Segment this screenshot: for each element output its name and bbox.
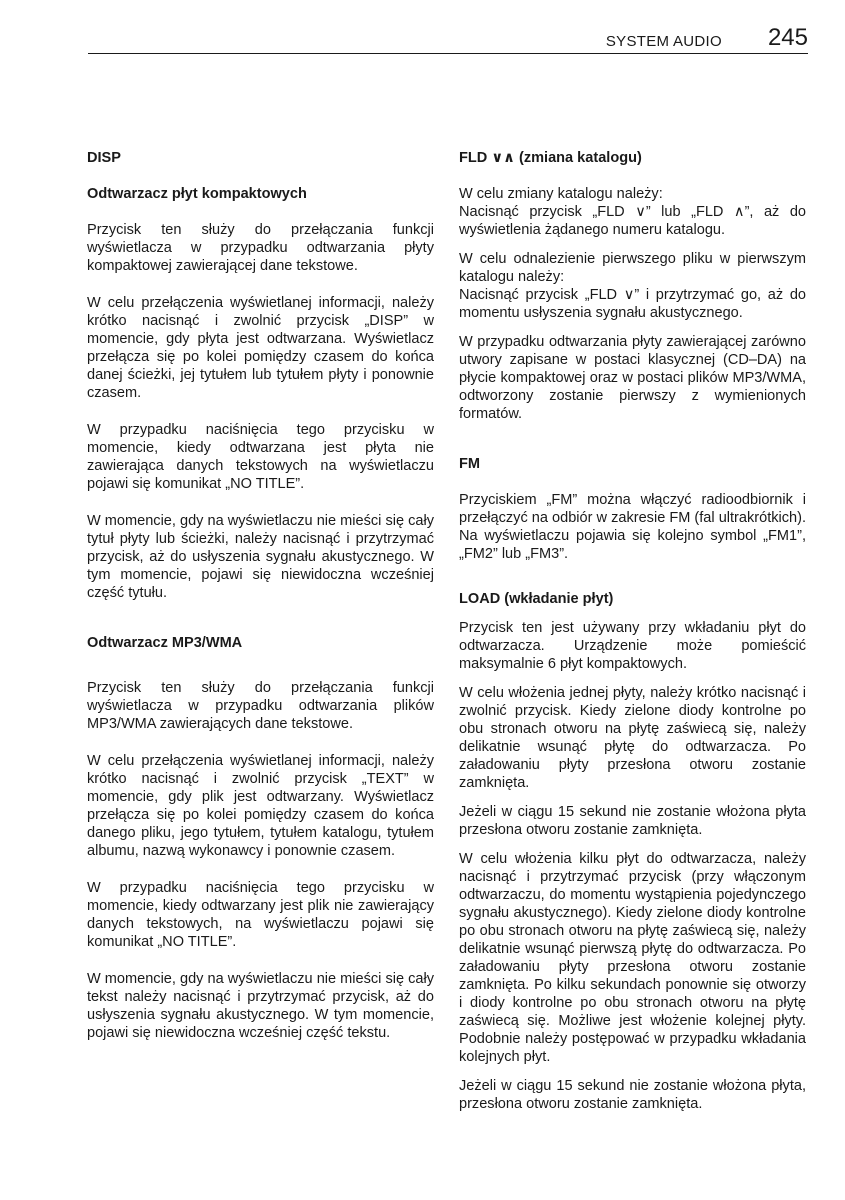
fld-paragraph-2-instruction: Nacisnąć przycisk „FLD ∨” i przytrzymać go, aż do momentu usłyszenia sygnału akustycznego. [459,287,806,321]
section-title: SYSTEM AUDIO [605,33,722,50]
mp3-paragraph-1: Przycisk ten służy do przełączania funkcji wyświetlacza w przypadku odtwarzania plików MP3/WMA zawierających dane tekstowe. [87,680,434,732]
mp3-paragraph-3: W przypadku naciśnięcia tego przycisku w momencie, kiedy odtwarzany jest plik nie zawierający danych tekstowych, na wyświetlaczu pojawi się komunikat „NO TITLE”. [87,880,434,950]
load-paragraph-4: W celu włożenia kilku płyt do odtwarzacza, należy nacisnąć i przytrzymać przycisk (przy włączonym odtwarzaczu, do momentu wystąpienia pojedynczego sygnału akustycznego). Kiedy zielone diody kontrolne po obu stronach otworu na płytę zaświecą się, należy delikatnie wsunąć pierwszą płytę do odtwarzacza. Po załadowaniu płyty przesłona otworu zostanie zamknięta. Po kilku sekundach ponownie się otworzy i diody kontrolne po obu stronach otworu na płytę zaświecą się. Możliwe jest włożenie kolejnej płyty. Podobnie należy postępować w przypadku wkładania kolejnych płyt. [459,851,806,1065]
cd-paragraph-4: W momencie, gdy na wyświetlaczu nie mieści się cały tytuł płyty lub ścieżki, należy nacisnąć i przytrzymać przycisk, aż do usłyszenia sygnału akustycznego. W tym momencie, pojawi się niewidoczna wcześniej część tytułu. [87,513,434,601]
mp3-player-heading: Odtwarzacz MP3/WMA [87,635,243,651]
fld-paragraph-2 [459,250,806,322]
load-paragraph-2: W celu włożenia jednej płyty, należy krótko nacisnąć i zwolnić przycisk. Kiedy zielone diody kontrolne po obu stronach otworu na płytę zaświecą się, należy delikatnie wsunąć płytę do odtwarzacza. Po załadowaniu płyty przesłona otworu zostanie zamknięta. [459,685,806,791]
disp-heading: DISP [87,150,121,166]
fld-paragraph-1-instruction: Nacisnąć przycisk „FLD ∨” lub „FLD ∧”, aż do wyświetlenia żądanego numeru katalogu. [459,204,806,238]
load-heading: LOAD (wkładanie płyt) [459,591,614,607]
fm-heading: FM [459,456,481,472]
page-header [88,22,808,54]
cd-paragraph-2: W celu przełączenia wyświetlanej informacji, należy krótko nacisnąć i zwolnić przycisk „DISP” w momencie, gdy płyta jest odtwarzana. Wyświetlacz przełącza się po kolei pomiędzy czasem do końca danej ścieżki, jej tytułem lub tytułem płyty i ponownie czasem. [87,295,434,401]
load-paragraph-1: Przycisk ten jest używany przy wkładaniu płyt do odtwarzacza. Urządzenie może pomieścić maksymalnie 6 płyt kompaktowych. [459,620,806,672]
cd-player-heading: Odtwarzacz płyt kompaktowych [87,186,307,202]
fld-paragraph-2-intro: W celu odnalezienie pierwszego pliku w pierwszym katalogu należy: [459,251,806,285]
load-paragraph-3: Jeżeli w ciągu 15 sekund nie zostanie włożona płyta przesłona otworu zostanie zamknięta. [459,804,806,838]
fld-heading: FLD ∨∧ (zmiana katalogu) [459,150,642,166]
fld-paragraph-1-intro: W celu zmiany katalogu należy: [459,186,663,202]
left-column [87,149,434,1042]
right-column [459,149,806,1113]
page-number: 245 [767,24,808,51]
fld-paragraph-1 [459,185,806,239]
mp3-paragraph-2: W celu przełączenia wyświetlanej informacji, należy krótko nacisnąć i zwolnić przycisk „TEXT” w momencie, gdy plik jest odtwarzany. Wyświetlacz przełącza się po kolei pomiędzy czasem do końca danego pliku, jego tytułem, tytułem katalogu, tytułem albumu, nazwą wykonawcy i ponownie czasem. [87,753,434,859]
mp3-paragraph-4: W momencie, gdy na wyświetlaczu nie mieści się cały tekst należy nacisnąć i przytrzymać przycisk, aż do usłyszenia sygnału akustycznego. W tym momencie, pojawi się niewidoczna wcześniej część tekstu. [87,971,434,1041]
fld-paragraph-3: W przypadku odtwarzania płyty zawierającej zarówno utwory zapisane w postaci klasycznej (CD–DA) na płycie kompaktowej oraz w postaci plików MP3/WMA, odtworzony zostanie pierwszy z wymienionych formatów. [459,334,806,422]
cd-paragraph-3: W przypadku naciśnięcia tego przycisku w momencie, kiedy odtwarzana jest płyta nie zawierająca danych tekstowych na wyświetlaczu pojawi się komunikat „NO TITLE”. [87,422,434,492]
header-rule [88,53,808,54]
cd-paragraph-1: Przycisk ten służy do przełączania funkcji wyświetlacza w przypadku odtwarzania płyty kompaktowej zawierającej dane tekstowe. [87,222,434,274]
load-paragraph-5: Jeżeli w ciągu 15 sekund nie zostanie włożona płyta, przesłona otworu zostanie zamknięta. [459,1078,806,1112]
fm-paragraph-1: Przyciskiem „FM” można włączyć radioodbiornik i przełączyć na odbiór w zakresie FM (fal ultrakrótkich). Na wyświetlaczu pojawia się kolejno symbol „FM1”, „FM2” lub „FM3”. [459,492,806,562]
